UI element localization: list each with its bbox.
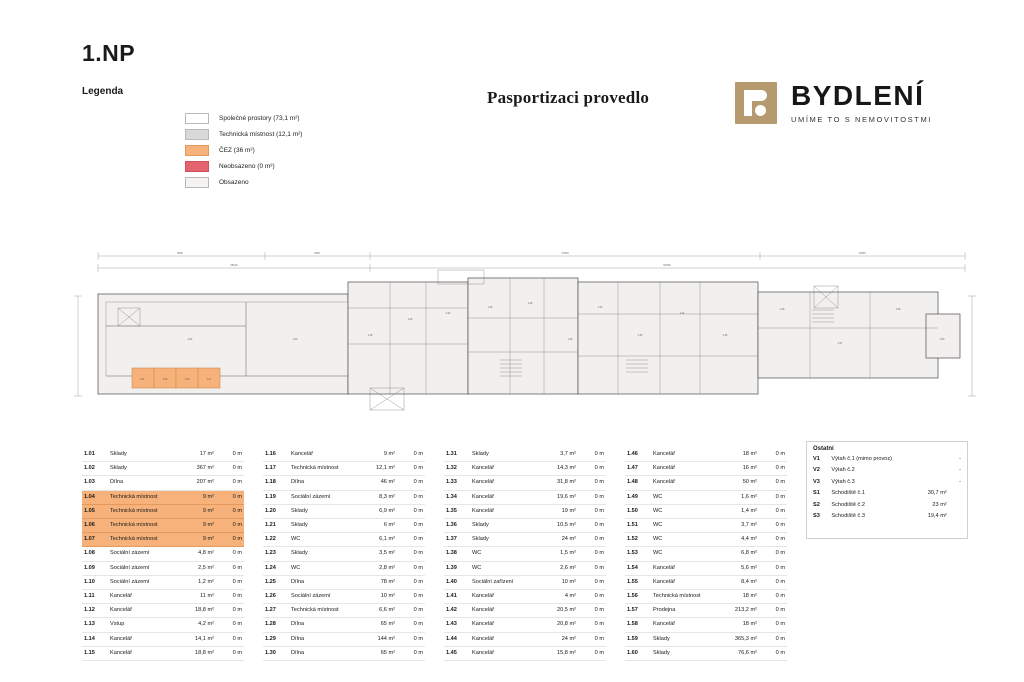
table-row: 1.37 Sklady 24 m² 0 m — [444, 533, 606, 547]
table-row: 1.21 Sklady 6 m² 0 m — [263, 519, 425, 533]
svg-text:1.05: 1.05 — [162, 378, 168, 381]
svg-text:1.33: 1.33 — [597, 306, 603, 309]
ostatni-panel — [806, 441, 968, 539]
table-row: 1.18 Dílna 46 m² 0 m — [263, 476, 425, 490]
table-row: 1.31 Sklady 3,7 m² 0 m — [444, 448, 606, 462]
table-row: 1.41 Kancelář 4 m² 0 m — [444, 590, 606, 604]
table-row: 1.36 Sklady 10,5 m² 0 m — [444, 519, 606, 533]
brand-tagline: UMÍME TO S NEMOVITOSTMI — [791, 115, 932, 124]
table-row: 1.50 WC 1,4 m² 0 m — [625, 504, 787, 518]
svg-text:1.36: 1.36 — [637, 334, 643, 337]
legend-label: Obsazeno — [219, 178, 249, 186]
table-row: 1.26 Sociální zázemí 10 m² 0 m — [263, 590, 425, 604]
table-row: 1.35 Kancelář 19 m² 0 m — [444, 504, 606, 518]
table-row: 1.49 WC 1,6 m² 0 m — [625, 490, 787, 504]
table-row: 1.40 Sociální zařízení 10 m² 0 m — [444, 575, 606, 589]
svg-text:1.59: 1.59 — [895, 308, 901, 311]
surveyor-heading: Pasportizaci provedlo — [487, 88, 650, 107]
legend-swatch-cez — [185, 145, 209, 156]
table-row: 1.43 Kancelář 20,8 m² 0 m — [444, 618, 606, 632]
svg-text:1.29: 1.29 — [527, 302, 533, 305]
table-row: 1.23 Sklady 3,5 m² 0 m — [263, 547, 425, 561]
legend-label: Společné prostory (73,1 m²) — [219, 114, 300, 122]
legend-item — [185, 110, 302, 126]
table-row: 1.42 Kancelář 20,5 m² 0 m — [444, 604, 606, 618]
room-table-2 — [263, 448, 425, 661]
svg-text:1.57: 1.57 — [837, 342, 843, 345]
legend-title: Legenda — [82, 86, 124, 97]
table-row: 1.38 WC 1,5 m² 0 m — [444, 547, 606, 561]
table-row: 1.28 Dílna 65 m² 0 m — [263, 618, 425, 632]
svg-text:27820: 27820 — [561, 252, 569, 255]
room-table-3 — [444, 448, 606, 661]
ostatni-row: V2 Výtah č.2 - — [813, 467, 961, 474]
table-row: 1.59 Sklady 365,3 m² 0 m — [625, 632, 787, 646]
table-row: 1.13 Vstup 4,2 m² 0 m — [82, 618, 244, 632]
legend-swatch-obsazeno — [185, 177, 209, 188]
table-row: 1.14 Kancelář 14,1 m² 0 m — [82, 632, 244, 646]
svg-text:1.02: 1.02 — [187, 338, 193, 341]
page-title: 1.NP — [82, 40, 136, 66]
legend-label: Neobsazeno (0 m²) — [219, 162, 275, 170]
legend-item — [185, 174, 302, 190]
table-row: 1.10 Sociální zázemí 1,2 m² 0 m — [82, 575, 244, 589]
bydleni-logo-icon — [735, 82, 777, 124]
table-row: 1.57 Prodejna 213,2 m² 0 m — [625, 604, 787, 618]
table-row: 1.47 Kancelář 16 m² 0 m — [625, 462, 787, 476]
svg-text:1.60: 1.60 — [939, 338, 945, 341]
table-row: 1.48 Kancelář 50 m² 0 m — [625, 476, 787, 490]
table-row: 1.46 Kancelář 18 m² 0 m — [625, 448, 787, 462]
table-row: 1.12 Kancelář 18,8 m² 0 m — [82, 604, 244, 618]
table-row: 1.15 Kancelář 18,8 m² 0 m — [82, 646, 244, 660]
legend-item — [185, 158, 302, 174]
table-row: 1.08 Sociální zázemí 4,8 m² 0 m — [82, 547, 244, 561]
legend — [185, 110, 302, 190]
svg-text:1.06: 1.06 — [184, 378, 190, 381]
svg-text:54650: 54650 — [663, 264, 671, 267]
legend-item — [185, 142, 302, 158]
table-row: 1.24 WC 2,8 m² 0 m — [263, 561, 425, 575]
table-row: 1.30 Dílna 65 m² 0 m — [263, 646, 425, 660]
table-row: 1.02 Sklady 367 m² 0 m — [82, 462, 244, 476]
svg-text:1.04: 1.04 — [139, 378, 145, 381]
svg-text:1.25: 1.25 — [487, 306, 493, 309]
svg-text:1.30: 1.30 — [567, 338, 573, 341]
svg-text:10900: 10900 — [858, 252, 866, 255]
legend-swatch-spolecne-prostory — [185, 113, 209, 124]
svg-text:1.20: 1.20 — [407, 318, 413, 321]
table-row: 1.33 Kancelář 31,8 m² 0 m — [444, 476, 606, 490]
table-row: 1.58 Kancelář 18 m² 0 m — [625, 618, 787, 632]
table-row: 1.11 Kancelář 11 m² 0 m — [82, 590, 244, 604]
room-table-4 — [625, 448, 787, 661]
table-row: 1.19 Sociální zázemí 8,3 m² 0 m — [263, 490, 425, 504]
svg-text:1.18: 1.18 — [367, 334, 373, 337]
svg-text:5800: 5800 — [177, 252, 183, 255]
table-row: 1.60 Sklady 76,6 m² 0 m — [625, 646, 787, 660]
legend-swatch-neobsazeno — [185, 161, 209, 172]
table-row: 1.03 Dílna 207 m² 0 m — [82, 476, 244, 490]
svg-text:1.22: 1.22 — [445, 312, 451, 315]
table-row: 1.25 Dílna 78 m² 0 m — [263, 575, 425, 589]
table-row-highlighted: 1.04 Technická místnost 9 m² 0 m — [82, 490, 244, 504]
svg-text:1.07: 1.07 — [206, 378, 212, 381]
table-row: 1.09 Sociální zázemí 2,5 m² 0 m — [82, 561, 244, 575]
table-row: 1.44 Kancelář 24 m² 0 m — [444, 632, 606, 646]
legend-label: Technická místnost (12,1 m²) — [219, 130, 303, 138]
table-row: 1.53 WC 6,8 m² 0 m — [625, 547, 787, 561]
room-table-1 — [82, 448, 244, 661]
table-row: 1.34 Kancelář 19,6 m² 0 m — [444, 490, 606, 504]
table-row: 1.45 Kancelář 15,8 m² 0 m — [444, 646, 606, 660]
table-row: 1.22 WC 6,1 m² 0 m — [263, 533, 425, 547]
table-row-highlighted: 1.07 Technická místnost 9 m² 0 m — [82, 533, 244, 547]
brand-name: BYDLENÍ — [791, 80, 925, 111]
table-row: 1.55 Kancelář 8,4 m² 0 m — [625, 575, 787, 589]
legend-swatch-technicka-mistnost — [185, 129, 209, 140]
table-row: 1.20 Sklady 6,9 m² 0 m — [263, 504, 425, 518]
svg-text:1.45: 1.45 — [722, 334, 728, 337]
legend-label: ČEZ (36 m²) — [219, 146, 255, 154]
svg-text:38130: 38130 — [230, 264, 238, 267]
ostatni-title: Ostatní — [813, 446, 834, 452]
ostatni-row: S3 Schodiště č.3 19,4 m² — [813, 513, 947, 520]
ostatni-row: S1 Schodiště č.1 30,7 m² — [813, 490, 947, 497]
table-row: 1.54 Kancelář 5,6 m² 0 m — [625, 561, 787, 575]
table-row: 1.27 Technická místnost 6,6 m² 0 m — [263, 604, 425, 618]
svg-text:3260: 3260 — [314, 252, 320, 255]
legend-item — [185, 126, 302, 142]
table-row: 1.29 Dílna 144 m² 0 m — [263, 632, 425, 646]
table-row: 1.56 Technická místnost 18 m² 0 m — [625, 590, 787, 604]
table-row: 1.52 WC 4,4 m² 0 m — [625, 533, 787, 547]
table-row: 1.51 WC 3,7 m² 0 m — [625, 519, 787, 533]
svg-text:1.03: 1.03 — [292, 338, 298, 341]
ostatni-row: S2 Schodiště č.2 23 m² — [813, 501, 947, 508]
table-row: 1.16 Kancelář 9 m² 0 m — [263, 448, 425, 462]
ostatni-row: V1 Výtah č.1 (mimo provoz) - — [813, 456, 961, 462]
ostatni-row: V3 Výtah č.3 - — [813, 478, 961, 485]
floor-plan — [70, 248, 980, 428]
brand-logo — [735, 82, 932, 124]
table-row: 1.17 Technická místnost 12,1 m² 0 m — [263, 462, 425, 476]
svg-text:1.42: 1.42 — [679, 312, 685, 315]
table-row: 1.39 WC 2,6 m² 0 m — [444, 561, 606, 575]
table-row-highlighted: 1.05 Technická místnost 9 m² 0 m — [82, 504, 244, 518]
table-row: 1.01 Sklady 17 m² 0 m — [82, 448, 244, 462]
table-row-highlighted: 1.06 Technická místnost 9 m² 0 m — [82, 519, 244, 533]
svg-text:1.48: 1.48 — [779, 308, 785, 311]
table-row: 1.32 Kancelář 14,3 m² 0 m — [444, 462, 606, 476]
